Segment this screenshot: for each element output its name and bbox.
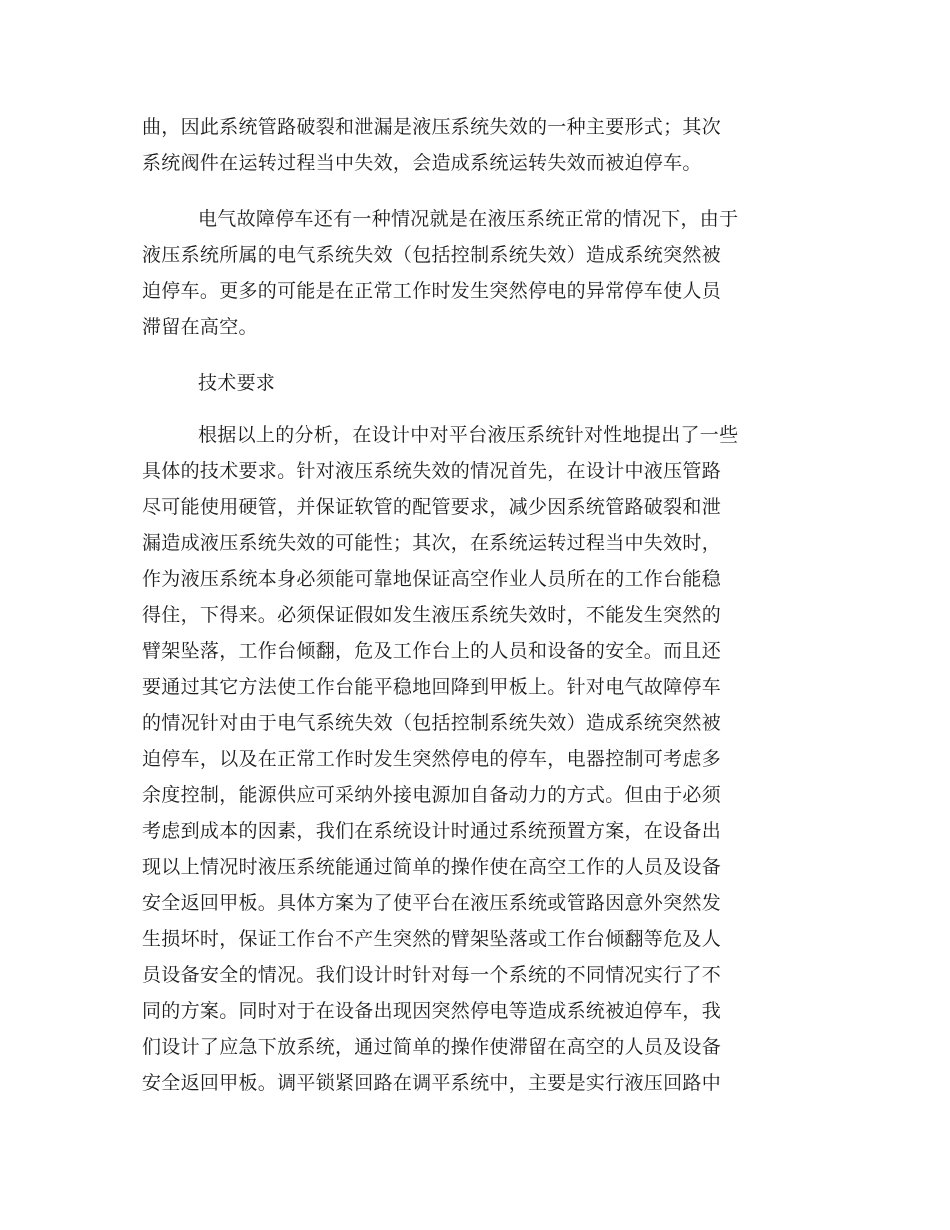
paragraph-3-line: 们设计了应急下放系统，通过简单的操作使滞留在高空的人员及设备 <box>142 1036 722 1058</box>
paragraph-3-line: 迫停车，以及在正常工作时发生突然停电的停车，电器控制可考虑多 <box>142 748 722 770</box>
paragraph-3-line: 臂架坠落，工作台倾翻，危及工作台上的人员和设备的安全。而且还 <box>142 640 722 662</box>
paragraph-3-line: 的情况针对由于电气系统失效（包括控制系统失效）造成系统突然被 <box>142 712 722 734</box>
paragraph-1-line: 曲，因此系统管路破裂和泄漏是液压系统失效的一种主要形式；其次 <box>142 116 722 138</box>
paragraph-3-line: 考虑到成本的因素，我们在系统设计时通过系统预置方案，在设备出 <box>142 820 722 842</box>
paragraph-3-line: 安全返回甲板。具体方案为了使平台在液压系统或管路因意外突然发 <box>142 892 722 914</box>
paragraph-3-line: 员设备安全的情况。我们设计时针对每一个系统的不同情况实行了不 <box>142 964 722 986</box>
paragraph-2-line: 迫停车。更多的可能是在正常工作时发生突然停电的异常停车使人员 <box>142 280 722 302</box>
paragraph-3-line: 得住，下得来。必须保证假如发生液压系统失效时，不能发生突然的 <box>142 604 722 626</box>
paragraph-3-line: 余度控制，能源供应可采纳外接电源加自备动力的方式。但由于必须 <box>142 784 722 806</box>
paragraph-3-line: 作为液压系统本身必须能可靠地保证高空作业人员所在的工作台能稳 <box>142 568 722 590</box>
paragraph-1-line: 系统阀件在运转过程当中失效，会造成系统运转失效而被迫停车。 <box>142 152 702 174</box>
paragraph-3-line: 尽可能使用硬管，并保证软管的配管要求，减少因系统管路破裂和泄 <box>142 496 722 518</box>
paragraph-2-line: 滞留在高空。 <box>142 316 258 338</box>
paragraph-3-line: 漏造成液压系统失效的可能性；其次，在系统运转过程当中失效时， <box>142 532 722 554</box>
paragraph-3-line: 生损坏时，保证工作台不产生突然的臂架坠落或工作台倾翻等危及人 <box>142 928 722 950</box>
paragraph-2-line: 液压系统所属的电气系统失效（包括控制系统失效）造成系统突然被 <box>142 244 722 266</box>
section-heading: 技术要求 <box>198 372 276 394</box>
paragraph-3-line: 具体的技术要求。针对液压系统失效的情况首先，在设计中液压管路 <box>142 460 722 482</box>
paragraph-3-line: 现以上情况时液压系统能通过简单的操作使在高空工作的人员及设备 <box>142 856 722 878</box>
paragraph-3-line: 要通过其它方法使工作台能平稳地回降到甲板上。针对电气故障停车 <box>142 676 722 698</box>
paragraph-2-line: 电气故障停车还有一种情况就是在液压系统正常的情况下，由于 <box>198 208 739 230</box>
paragraph-3-line: 安全返回甲板。调平锁紧回路在调平系统中，主要是实行液压回路中 <box>142 1072 722 1094</box>
paragraph-3-line: 同的方案。同时对于在设备出现因突然停电等造成系统被迫停车，我 <box>142 1000 722 1022</box>
paragraph-3-line: 根据以上的分析，在设计中对平台液压系统针对性地提出了一些 <box>198 424 739 446</box>
